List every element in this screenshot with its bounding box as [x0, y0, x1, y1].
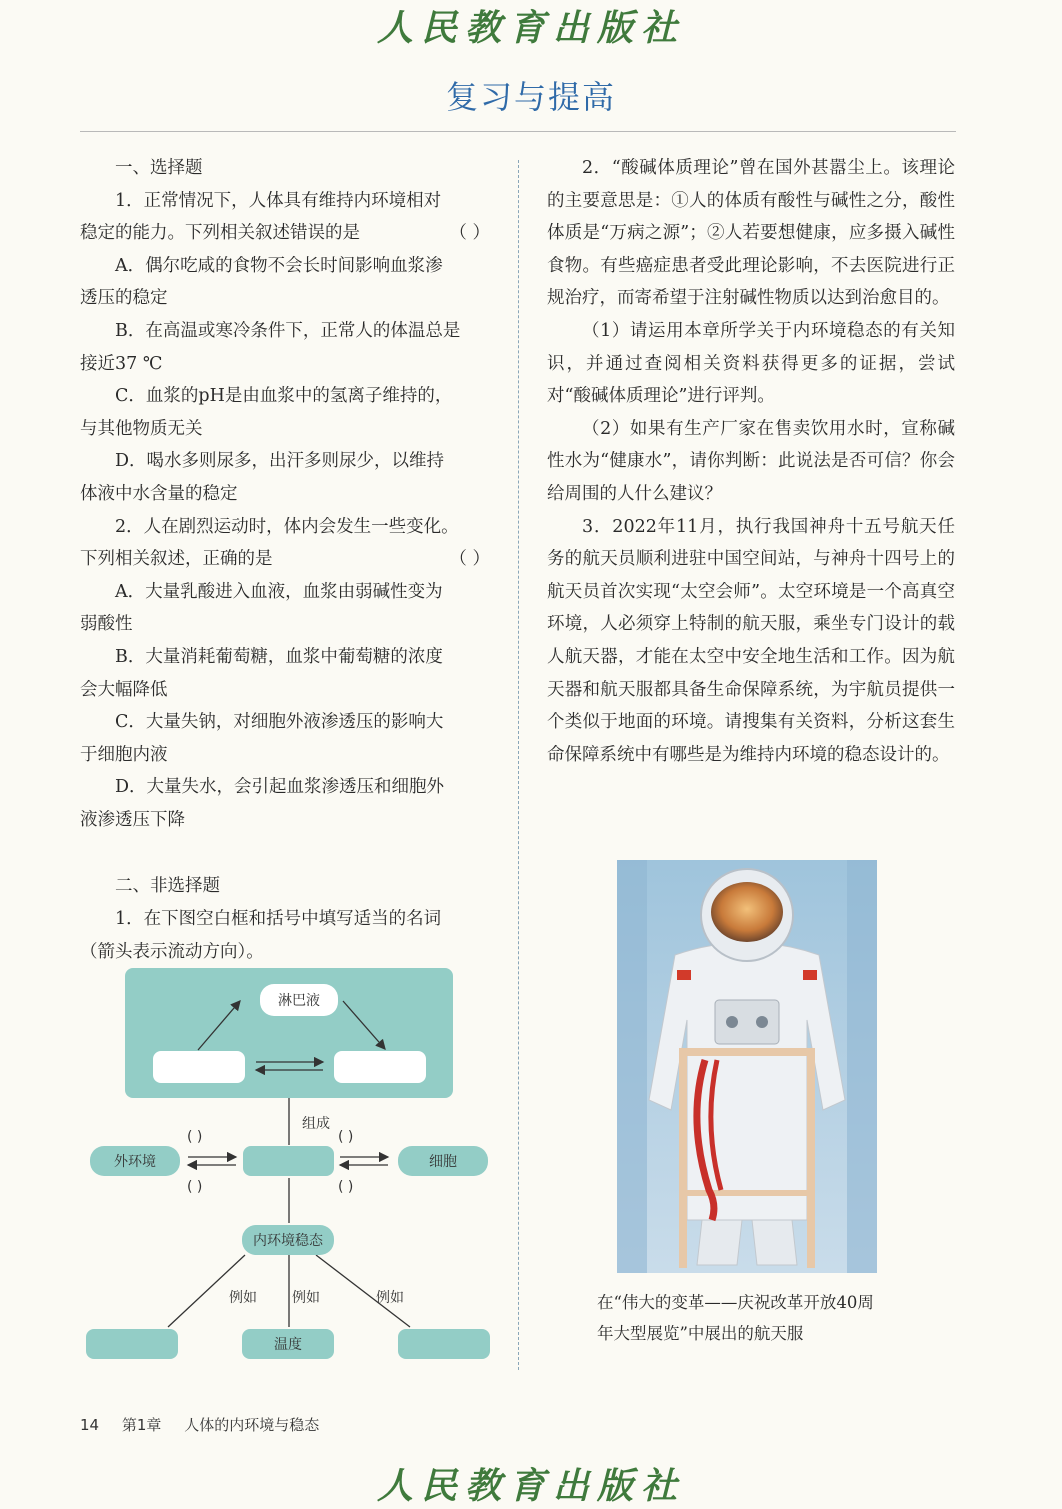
q2-option-d: D．大量失水，会引起血浆渗透压和细胞外	[115, 777, 445, 798]
q2-option-a: A．大量乳酸进入血液，血浆由弱碱性变为	[115, 581, 443, 602]
q1-option-a: A．偶尔吃咸的食物不会长时间影响血浆渗	[115, 255, 443, 276]
temperature-box: 温度	[242, 1329, 334, 1359]
caption-line2: 年大型展览”中展出的航天服	[597, 1324, 804, 1343]
q2-stem: 2．人在剧烈运动时，体内会发生一些变化。	[115, 516, 459, 537]
publisher-logo-bottom: 人民教育出版社	[376, 1465, 685, 1507]
q3-spacesuit-text: 3．2022年11月，执行我国神舟十五号航天任务的航天员顺利进驻中国空间站，与神舟十四号上的航天员首次实现“太空会师”。太空环境是一个高真空环境，人必须穿上特制的航天服，乘坐专门设计的载人航天器，才能在太空中安全地生活和工作。因为航天器和航天服都具备生命保障系统，为宇航员提供一个类似于地面的环境。请搜集有关资料，分析这套生命保障系统中有哪些是为维持内环境的稳态设计的。	[547, 516, 955, 765]
section-heading-choice: 一、选择题	[115, 158, 203, 178]
example-label-1: 例如	[229, 1290, 257, 1306]
chapter-title: 人体的内环境与稳态	[184, 1416, 320, 1434]
chapter-number: 第1章	[121, 1416, 162, 1434]
q1-option-d-cont: 体液中水含量的稳定	[80, 483, 238, 504]
concept-diagram	[80, 965, 500, 1365]
q2-sub2: （2）如果有生产厂家在售卖饮用水时，宣称碱性水为“健康水”，请你判断：此说法是否可信？你会给周围的人什么建议？	[547, 418, 955, 504]
example-blank-1	[86, 1329, 178, 1359]
q2-option-c-cont: 于细胞内液	[80, 744, 168, 765]
lymph-box: 淋巴液	[260, 984, 338, 1016]
paren-blank-1: ( )	[187, 1129, 203, 1145]
q2-acid-base-text: 2．“酸碱体质理论”曾在国外甚嚣尘上。该理论的主要意思是：①人的体质有酸性与碱性之分，酸性体质是“万病之源”；②人若要想健康，应多摄入碱性食物。有些癌症患者受此理论影响，不去医院进行正规治疗，而寄希望于注射碱性物质以达到治愈目的。	[547, 158, 955, 309]
blank-box-right	[334, 1051, 426, 1083]
nq1-stem-cont: （箭头表示流动方向）。	[80, 941, 264, 962]
section-heading-nonchoice: 二、非选择题	[115, 876, 220, 897]
paren-blank-4: ( )	[338, 1179, 354, 1195]
q2-option-b: B．大量消耗葡萄糖，血浆中葡萄糖的浓度	[115, 646, 443, 667]
q1-stem: 1．正常情况下，人体具有维持内环境相对	[115, 190, 442, 211]
caption-line1: 在“伟大的变革——庆祝改革开放40周	[597, 1293, 874, 1312]
q2-stem-line2	[80, 543, 490, 576]
q1-stem-line2	[80, 217, 490, 250]
q1-option-b: B．在高温或寒冷条件下，正常人的体温总是	[115, 320, 461, 341]
q2-answer-blank: （ ）	[449, 549, 490, 570]
example-label-3: 例如	[376, 1290, 404, 1306]
blank-box-left	[153, 1051, 245, 1083]
page-footer	[80, 1414, 337, 1435]
example-label-2: 例如	[292, 1290, 320, 1306]
q2-option-a-cont: 弱酸性	[80, 614, 133, 635]
inner-env-box	[243, 1146, 334, 1176]
paren-blank-2: ( )	[187, 1179, 203, 1195]
title-divider	[80, 131, 956, 132]
q1-stem-text: 稳定的能力。下列相关叙述错误的是	[80, 223, 360, 244]
left-column	[80, 152, 490, 968]
q2-sub1: （1）请运用本章所学关于内环境稳态的有关知识，并通过查阅相关资料获得更多的证据，尝试对“酸碱体质理论”进行评判。	[547, 320, 955, 407]
page-title: 复习与提高	[445, 78, 616, 116]
example-blank-3	[398, 1329, 490, 1359]
q1-option-a-cont: 透压的稳定	[80, 288, 168, 309]
outer-env-box: 外环境	[90, 1146, 180, 1176]
column-divider	[518, 160, 519, 1370]
q2-option-c: C．大量失钠，对细胞外液渗透压的影响大	[115, 712, 444, 733]
spacesuit-photo	[617, 860, 877, 1273]
q2-option-d-cont: 液渗透压下降	[80, 809, 185, 830]
page-number: 14	[80, 1416, 100, 1434]
q1-option-b-cont: 接近37 ℃	[80, 353, 163, 374]
q2-option-b-cont: 会大幅降低	[80, 679, 168, 700]
q1-option-c-cont: 与其他物质无关	[80, 418, 203, 439]
paren-blank-3: ( )	[338, 1129, 354, 1145]
q1-option-d: D．喝水多则尿多，出汗多则尿少，以维持	[115, 451, 445, 472]
compose-label: 组成	[302, 1116, 330, 1132]
nq1-stem: 1．在下图空白框和括号中填写适当的名词	[115, 909, 442, 930]
right-column	[547, 152, 955, 771]
photo-caption	[597, 1287, 917, 1349]
homeostasis-box: 内环境稳态	[242, 1225, 334, 1255]
q2-stem-text: 下列相关叙述，正确的是	[80, 549, 273, 570]
cell-box: 细胞	[398, 1146, 488, 1176]
q1-option-c: C．血浆的pH是由血浆中的氢离子维持的，	[115, 386, 453, 407]
publisher-logo-top: 人民教育出版社	[376, 7, 685, 49]
q1-answer-blank: （ ）	[449, 223, 490, 244]
